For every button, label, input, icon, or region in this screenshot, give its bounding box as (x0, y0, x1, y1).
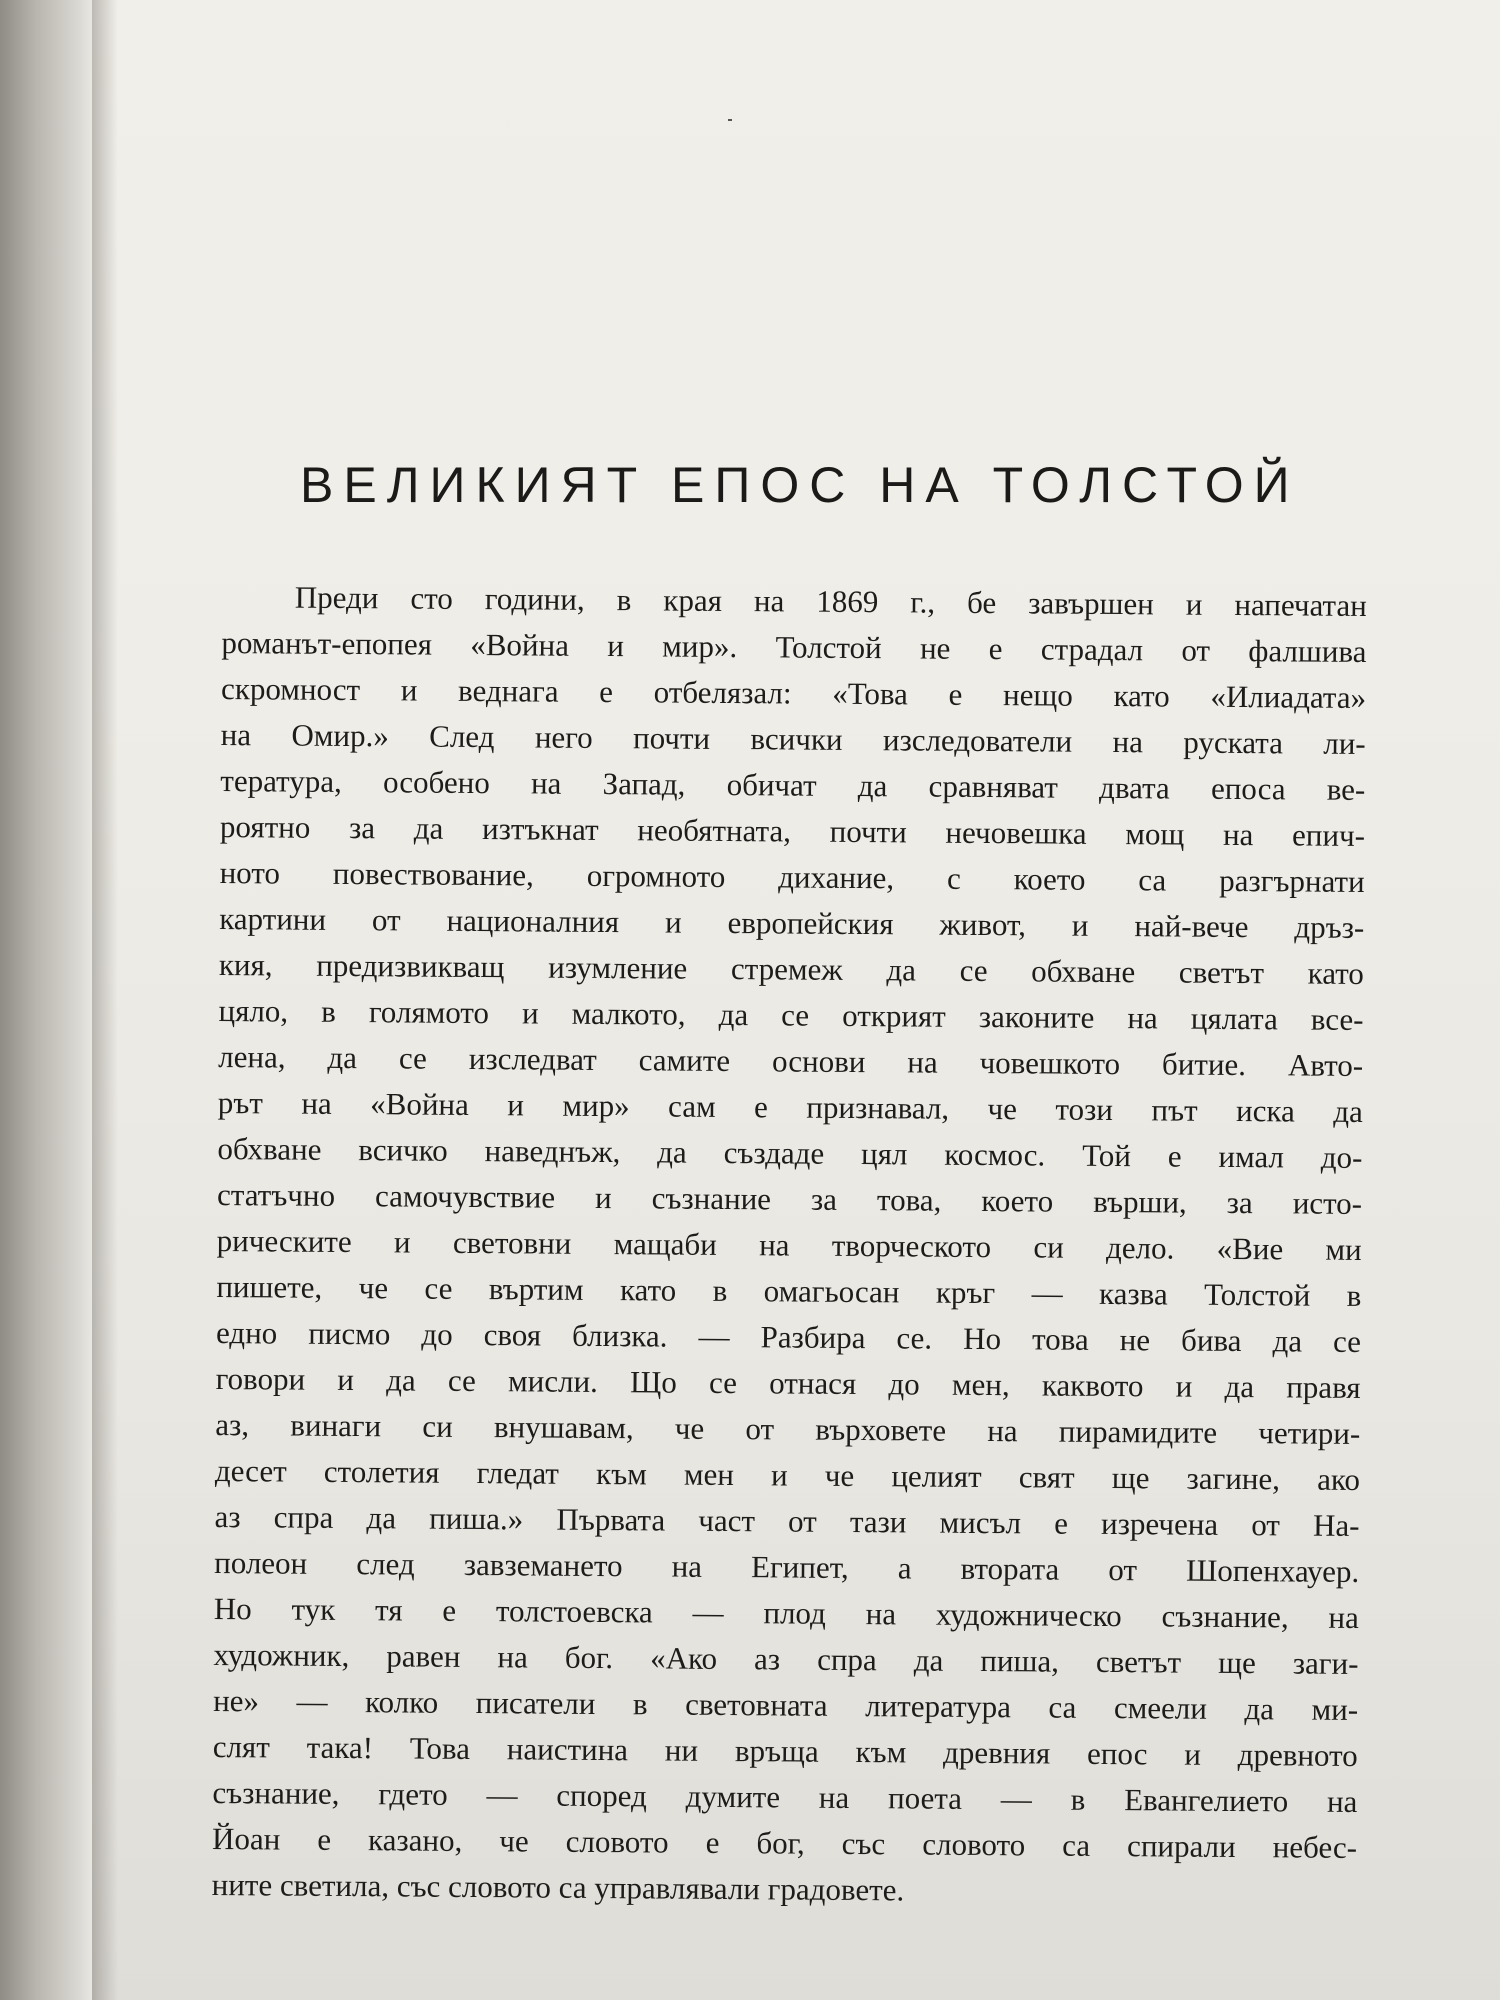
text-line: полеон след завземането на Египет, а втората от Шопенхауер. (214, 1544, 1360, 1589)
text-line: кия, предизвикващ изумление стремеж да се обхване светът като (218, 946, 1365, 991)
text-line: скромност и веднага е отбелязал: «Това е нещо като «Илиадата» (220, 670, 1367, 715)
text-line: обхване всичко наведнъж, да създаде цял космос. Той е имал до- (217, 1130, 1363, 1175)
text-line: статъчно самочувствие и съзнание за това, което върши, за исто- (216, 1176, 1363, 1221)
text-line: романът-епопея «Война и мир». Толстой не е страдал от фалшива (221, 624, 1367, 669)
text-line: аз спра да пиша.» Първата част от тази мисъл е изречена от На- (214, 1498, 1360, 1543)
text-line: на Омир.» След него почти всички изследователи на руската ли- (220, 716, 1366, 761)
text-line: аз, винаги си внушавам, че от върховете на пирамидите четири- (215, 1406, 1361, 1451)
text-line: художник, равен на бог. «Ако аз спра да пиша, светът ще заги- (213, 1636, 1359, 1681)
text-line: съзнание, гдето — според думите на поета — в Евангелието на (212, 1774, 1358, 1819)
text-line: пишете, че се въртим като в омагьосан кръг — казва Толстой в (216, 1268, 1362, 1313)
text-line: Йоан е казано, че словото е бог, със словото са спирали небес- (211, 1820, 1358, 1865)
text-line: роятно за да изтъкнат необятната, почти нечовешка мощ на епич- (219, 808, 1366, 853)
page-gutter-shadow (92, 0, 118, 2000)
text-line: слят така! Това наистина ни връща към древния епос и древното (212, 1728, 1358, 1773)
page-mark (728, 119, 732, 121)
text-line: говори и да се мисли. Що се отнася до мен, каквото и да правя (215, 1360, 1361, 1405)
text-line: рът на «Война и мир» сам е признавал, че този път иска да (217, 1084, 1363, 1129)
text-line: картини от националния и европейския живот, и най-вече дръз- (219, 900, 1365, 945)
text-line: тература, особено на Запад, обичат да сравняват двата епоса ве- (220, 762, 1366, 807)
chapter-title: ВЕЛИКИЯТ ЕПОС НА ТОЛСТОЙ (300, 456, 1300, 513)
text-line: едно писмо до своя близка. — Разбира се. Но това не бива да се (215, 1314, 1362, 1359)
body-paragraph (212, 574, 1367, 1917)
text-line: цяло, в голямото и малкото, да се открият законите на цялата все- (218, 992, 1364, 1037)
text-line: не» — колко писатели в световната литература са смеели да ми- (213, 1682, 1359, 1727)
book-spine-shadow (0, 0, 92, 2000)
text-line: десет столетия гледат към мен и че целият свят ще загине, ако (214, 1452, 1361, 1497)
text-line: Преди сто години, в края на 1869 г., бе завършен и напечатан (294, 579, 1367, 623)
text-line: ното повествование, огромното дихание, с което са разгърнати (219, 854, 1365, 899)
text-line: рическите и световни мащаби на творческото си дело. «Вие ми (216, 1222, 1362, 1267)
text-line: лена, да се изследват самите основи на човешкото битие. Авто- (218, 1038, 1364, 1083)
text-line: ните светила, със словото са управлявали градовете. (211, 1866, 905, 1908)
text-line: Но тук тя е толстоевска — плод на художническо съзнание, на (213, 1590, 1359, 1635)
